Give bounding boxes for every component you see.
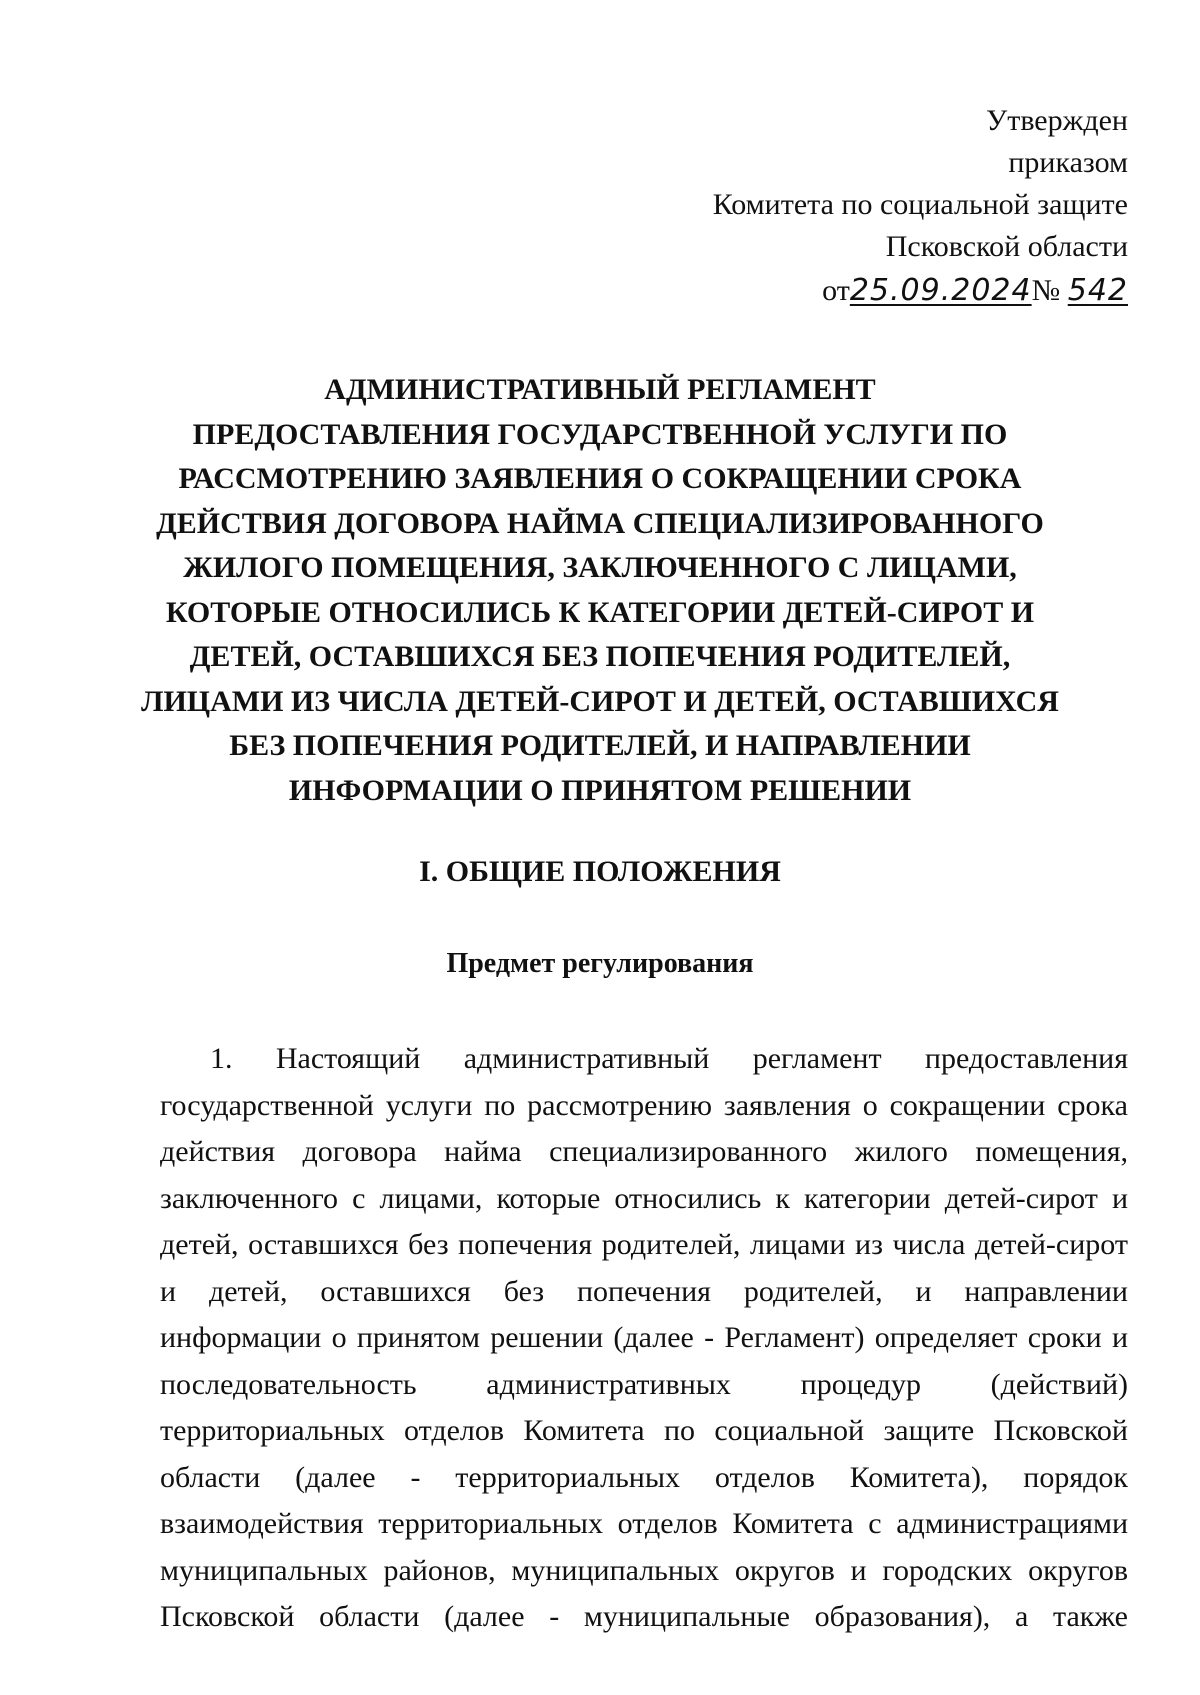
paragraph-line: государственной услуги по рассмотрению заявления о сокращении срока	[160, 1088, 1128, 1122]
approval-line-approved: Утвержден	[985, 104, 1128, 137]
title-line: БЕЗ ПОПЕЧЕНИЯ РОДИТЕЛЕЙ, И НАПРАВЛЕНИИ	[229, 729, 971, 762]
title-line: АДМИНИСТРАТИВНЫЙ РЕГЛАМЕНТ	[324, 373, 876, 406]
paragraph-line: территориальных отделов Комитета по социальной защите Псковской	[160, 1414, 1128, 1447]
paragraph-line: области (далее - территориальных отделов Комитета), порядок	[160, 1460, 1128, 1494]
title-line: РАССМОТРЕНИЮ ЗАЯВЛЕНИЯ О СОКРАЩЕНИИ СРОКА	[178, 462, 1022, 495]
title-line: КОТОРЫЕ ОТНОСИЛИСЬ К КАТЕГОРИИ ДЕТЕЙ-СИРОТ И	[165, 595, 1035, 629]
title-line: ДЕЙСТВИЯ ДОГОВОРА НАЙМА СПЕЦИАЛИЗИРОВАННОГО	[156, 506, 1044, 540]
approval-line-order: приказом	[1008, 146, 1128, 179]
title-line: ПРЕДОСТАВЛЕНИЯ ГОСУДАРСТВЕННОЙ УСЛУГИ ПО	[192, 417, 1008, 451]
paragraph-line: заключенного с лицами, которые относились к категории детей-сирот и	[160, 1181, 1128, 1215]
paragraph-line: действия договора найма специализированного жилого помещения,	[160, 1135, 1128, 1168]
paragraph-line: и детей, оставшихся без попечения родителей, и направлении	[160, 1274, 1128, 1308]
paragraph-line: детей, оставшихся без попечения родителей, лицами из числа детей-сирот	[160, 1228, 1128, 1261]
title-line: ЖИЛОГО ПОМЕЩЕНИЯ, ЗАКЛЮЧЕННОГО С ЛИЦАМИ,	[183, 551, 1017, 584]
section-heading: I. ОБЩИЕ ПОЛОЖЕНИЯ	[419, 855, 781, 888]
title-line: ИНФОРМАЦИИ О ПРИНЯТОМ РЕШЕНИИ	[288, 773, 912, 807]
approval-line-region: Псковской области	[885, 230, 1128, 263]
section-subheading: Предмет регулирования	[446, 948, 754, 979]
paragraph-line: муниципальных районов, муниципальных округов и городских округов	[160, 1553, 1128, 1587]
paragraph-line: информации о принятом решении (далее - Регламент) определяет сроки и	[160, 1321, 1128, 1354]
number-prefix: №	[1031, 274, 1061, 307]
handwritten-number: 542	[1067, 273, 1128, 308]
approval-line-committee: Комитета по социальной защите	[712, 188, 1128, 221]
paragraph-1	[160, 1036, 1128, 1641]
approval-date-line	[428, 270, 1128, 312]
document-title	[100, 368, 1100, 813]
title-line: ДЕТЕЙ, ОСТАВШИХСЯ БЕЗ ПОПЕЧЕНИЯ РОДИТЕЛЕЙ,	[189, 640, 1011, 673]
title-line: ЛИЦАМИ ИЗ ЧИСЛА ДЕТЕЙ-СИРОТ И ДЕТЕЙ, ОСТАВШИХСЯ	[141, 684, 1059, 718]
date-prefix: от	[822, 274, 850, 307]
paragraph-line: 1. Настоящий административный регламент предоставления	[210, 1042, 1128, 1075]
approval-stamp-block	[428, 100, 1128, 312]
handwritten-date: 25.09.2024	[849, 273, 1032, 308]
paragraph-line: последовательность административных процедур (действий)	[160, 1367, 1128, 1401]
paragraph-line: взаимодействия территориальных отделов Комитета с администрациями	[160, 1507, 1128, 1540]
paragraph-line: Псковской области (далее - муниципальные образования), а также	[160, 1600, 1128, 1633]
